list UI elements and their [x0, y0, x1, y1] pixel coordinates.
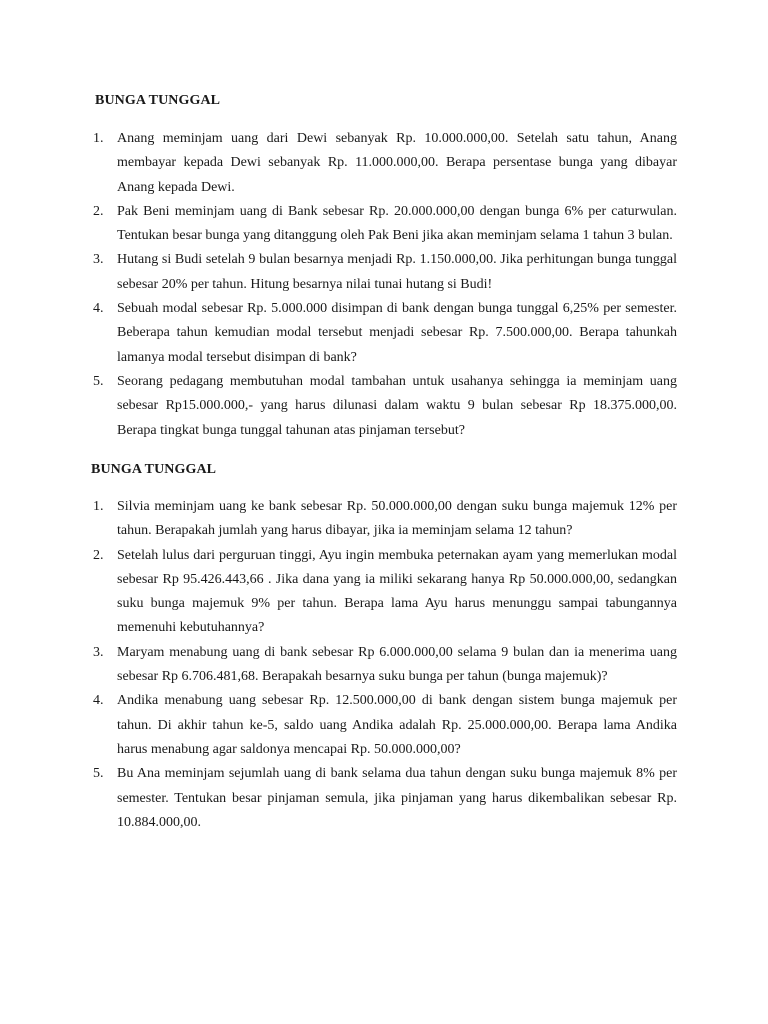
section-2-question-list [93, 495, 677, 835]
question-number: 1. [93, 131, 104, 146]
question-item [93, 200, 677, 249]
question-item [93, 370, 677, 443]
question-text: Setelah lulus dari perguruan tinggi, Ayu ingin membuka peternakan ayam yang memerlukan modal sebesar Rp 95.426.443,66 . Jika dana yang ia miliki sekarang hanya Rp 50.000.000,00, sedangkan suku bunga majemuk 9% per tahun. Berapa lama Ayu harus menunggu sampai tabungannya memenuhi kebutuhannya? [117, 547, 677, 636]
section-2-heading: BUNGA TUNGGAL [91, 462, 217, 477]
question-item [93, 297, 677, 370]
question-text: Pak Beni meminjam uang di Bank sebesar Rp. 20.000.000,00 dengan bunga 6% per caturwulan. Tentukan besar bunga yang ditanggung oleh Pak Beni jika akan meminjam selama 1 tahun 3 bulan. [117, 203, 677, 244]
question-text: Hutang si Budi setelah 9 bulan besarnya menjadi Rp. 1.150.000,00. Jika perhitungan bunga tunggal sebesar 20% per tahun. Hitung besarnya nilai tunai hutang si Budi! [117, 252, 677, 292]
section-1-question-list [93, 127, 677, 443]
question-text: Seorang pedagang membutuhan modal tambahan untuk usahanya sehingga ia meminjam uang sebesar Rp15.000.000,- yang harus dilunasi dalam waktu 9 bulan sebesar Rp 18.375.000,00. Berapa tingkat bunga tunggal tahunan atas pinjaman tersebut? [117, 373, 677, 438]
question-number: 3. [93, 252, 104, 268]
question-number: 4. [93, 301, 104, 317]
question-number: 5. [93, 373, 104, 389]
question-number: 3. [93, 644, 104, 660]
question-item [93, 689, 677, 762]
question-text: Sebuah modal sebesar Rp. 5.000.000 disimpan di bank dengan bunga tunggal 6,25% per semester. Beberapa tahun kemudian modal tersebut menjadi sebesar Rp. 7.500.000,00. Berapa tahunkah lamanya modal tersebut disimpan di bank? [117, 301, 677, 365]
question-text: Maryam menabung uang di bank sebesar Rp 6.000.000,00 selama 9 bulan dan ia menerima uang sebesar Rp 6.706.481,68. Berapakah besarnya suku bunga per tahun (bunga majemuk)? [117, 644, 677, 685]
question-number: 2. [93, 203, 104, 219]
question-item [93, 495, 677, 544]
question-number: 2. [93, 547, 104, 563]
question-number: 1. [93, 499, 104, 514]
question-item [93, 127, 677, 200]
question-text: Andika menabung uang sebesar Rp. 12.500.000,00 di bank dengan sistem bunga majemuk per tahun. Di akhir tahun ke-5, saldo uang Andika adalah Rp. 25.000.000,00. Berapa lama Andika harus menabung agar saldonya mencapai Rp. 50.000.000,00? [117, 693, 677, 757]
question-text: Anang meminjam uang dari Dewi sebanyak Rp. 10.000.000,00. Setelah satu tahun, Anang membayar kepada Dewi sebanyak Rp. 11.000.000,00. Berapa persentase bunga yang dibayar Anang kepada Dewi. [117, 131, 677, 195]
question-number: 5. [93, 766, 104, 782]
question-text: Bu Ana meminjam sejumlah uang di bank selama dua tahun dengan suku bunga majemuk 8% per semester. Tentukan besar pinjaman semula, jika pinjaman yang harus dikembalikan sebesar Rp. 10.884.000,00. [117, 766, 677, 830]
question-number: 4. [93, 693, 104, 709]
section-1-heading: BUNGA TUNGGAL [95, 93, 221, 108]
question-text: Silvia meminjam uang ke bank sebesar Rp. 50.000.000,00 dengan suku bunga majemuk 12% per tahun. Berapakah jumlah yang harus dibayar, jika ia meminjam selama 12 tahun? [117, 499, 677, 539]
question-item [93, 762, 677, 835]
question-item [93, 641, 677, 690]
question-item [93, 544, 677, 641]
question-item [93, 248, 677, 297]
